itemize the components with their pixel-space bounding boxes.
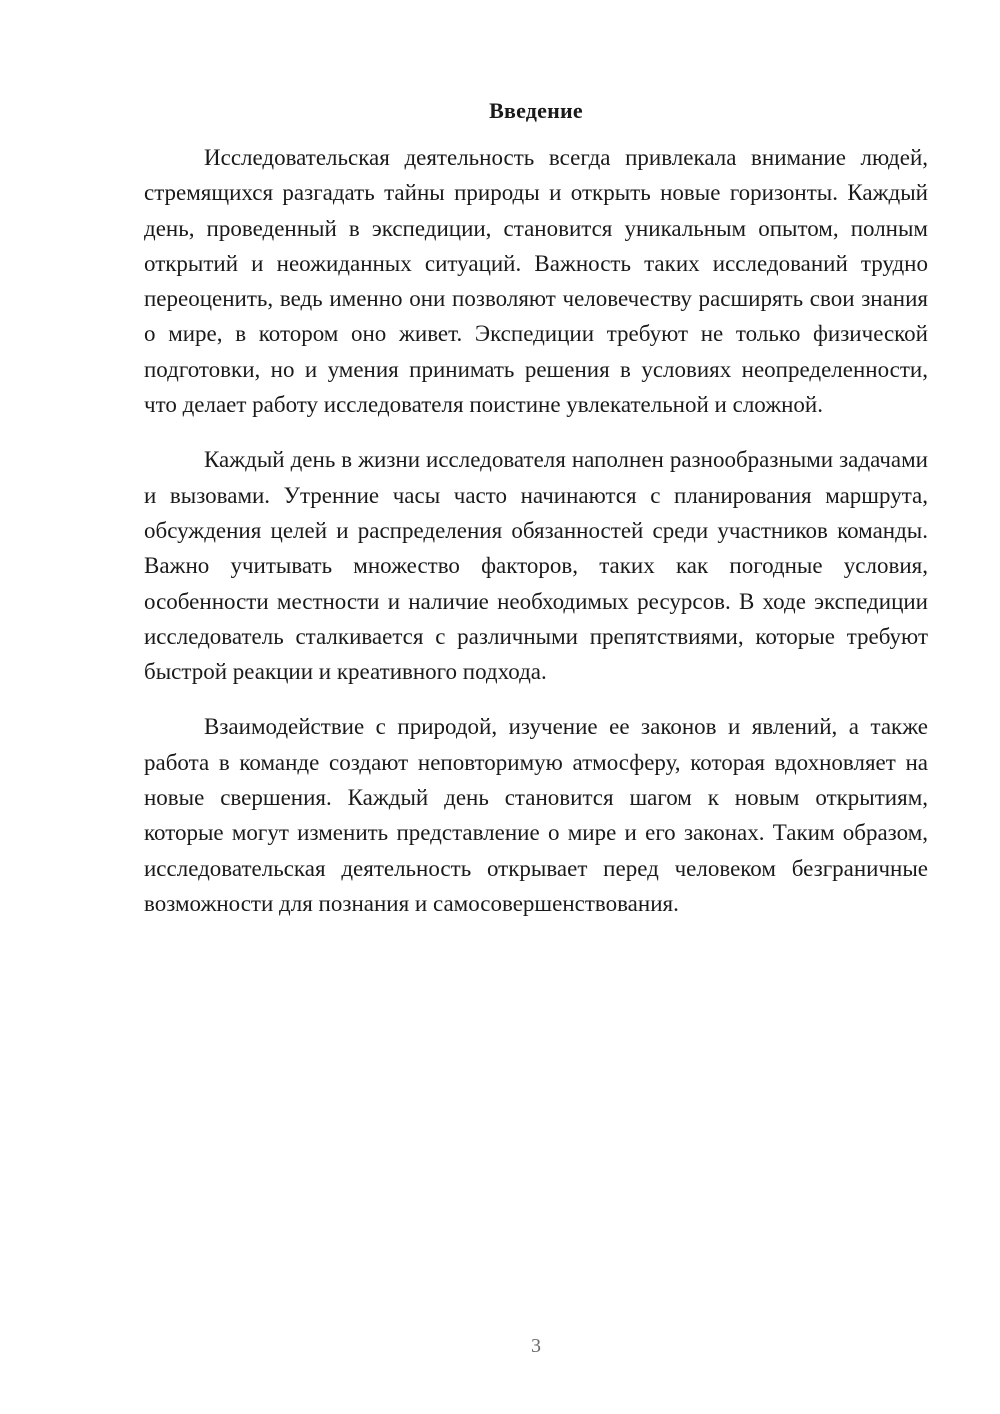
paragraph-2: Каждый день в жизни исследователя наполнен разнообразными задачами и вызовами. Утренние часы часто начинаются с планирования маршрута, обсуждения целей и распределения обязанностей среди участников команды. Важно учитывать множество факторов, таких как погодные условия, особенности местности и наличие необходимых ресурсов. В ходе экспедиции исследователь сталкивается с различными препятствиями, которые требуют быстрой реакции и креативного подхода. [144,447,928,685]
paragraph-1: Исследовательская деятельность всегда привлекала внимание людей, стремящихся разгадать тайны природы и открыть новые горизонты. Каждый день, проведенный в экспедиции, становится уникальным опытом, полным открытий и неожиданных ситуаций. Важность таких исследований трудно переоценить, ведь именно они позволяют человечеству расширять свои знания о мире, в котором оно живет. Экспедиции требуют не только физической подготовки, но и умения принимать решения в условиях неопределенности, что делает работу исследователя поистине увлекательной и сложной. [144,145,928,418]
section-title: Введение [489,98,583,123]
page-content [144,96,928,921]
page-number: 3 [531,1335,541,1357]
paragraph-3: Взаимодействие с природой, изучение ее законов и явлений, а также работа в команде создают неповторимую атмосферу, которая вдохновляет на новые свершения. Каждый день становится шагом к новым открытиям, которые могут изменить представление о мире и его законах. Таким образом, исследовательская деятельность открывает перед человеком безграничные возможности для познания и самосовершенствования. [144,714,928,916]
